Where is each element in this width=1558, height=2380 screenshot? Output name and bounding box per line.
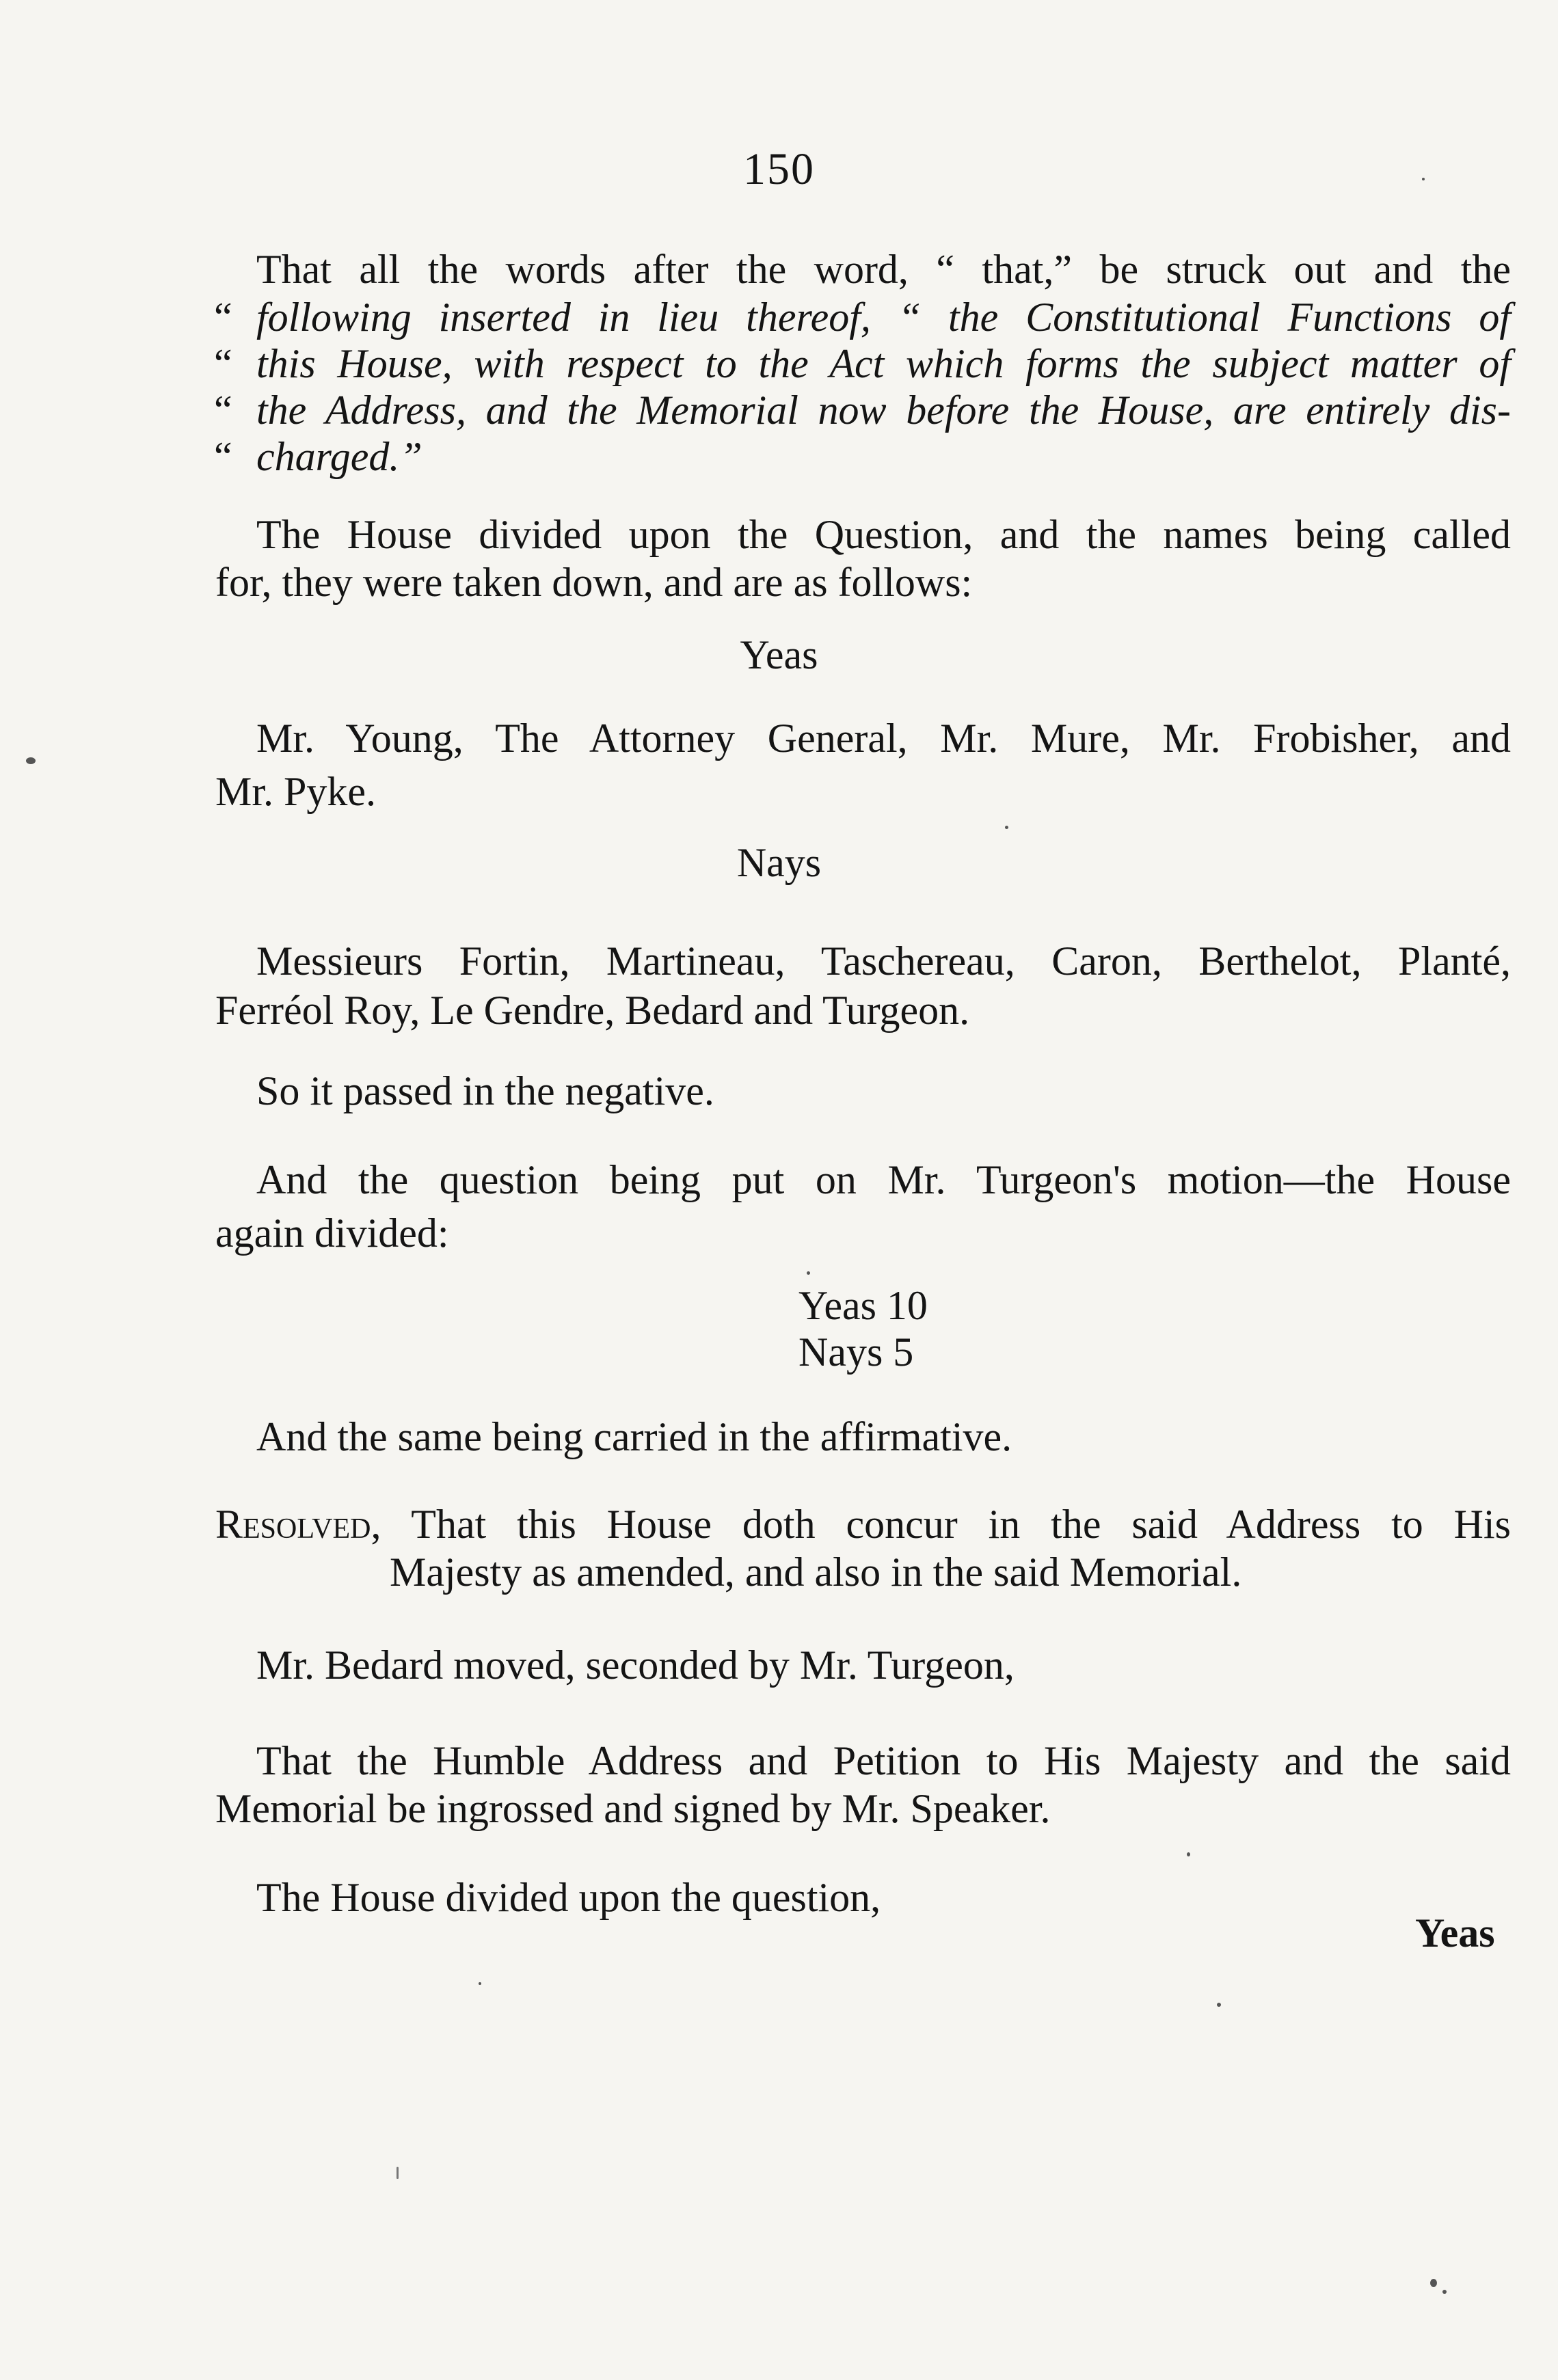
quote-mark: “: [214, 434, 232, 479]
nays-names-line-1: Messieurs Fortin, Martineau, Taschereau, Caron, Berthelot, Planté,: [256, 938, 1511, 984]
scan-speck: [1430, 2279, 1437, 2287]
tally-nays: Nays 5: [798, 1329, 914, 1375]
quote-mark: “: [214, 388, 232, 433]
scan-speck: [1005, 826, 1008, 829]
resolved-label: Resolved,: [215, 1502, 381, 1547]
amendment-line-4: “ the Address, and the Memorial now before the House, are entirely dis-: [256, 386, 1511, 435]
amendment-line-5: “ charged.”: [256, 432, 422, 481]
quote-mark: “: [214, 295, 232, 340]
scan-speck: [1187, 1852, 1190, 1856]
affirmative-result: And the same being carried in the affirmative.: [256, 1414, 1012, 1459]
scan-speck: [807, 1271, 810, 1275]
nays-names-line-2: Ferréol Roy, Le Gendre, Bedard and Turgeon.: [215, 988, 970, 1033]
division-intro-line-1: The House divided upon the Question, and the names being called: [256, 512, 1511, 557]
scan-speck: [1442, 2290, 1447, 2294]
scan-speck: [1217, 2003, 1221, 2007]
page-number: 150: [743, 144, 815, 194]
negative-result: So it passed in the negative.: [256, 1068, 714, 1113]
motion-line: Mr. Bedard moved, seconded by Mr. Turgeon,: [256, 1642, 1015, 1688]
scan-speck: [479, 1982, 481, 1985]
amendment-line-2: “ following inserted in lieu thereof, “ the Constitutional Functions of: [256, 293, 1511, 342]
amendment-line-3: “ this House, with respect to the Act which forms the subject matter of: [256, 339, 1511, 388]
resolved-line-1: Resolved, That this House doth concur in the said Address to His: [215, 1502, 1511, 1547]
division-again-line: The House divided upon the question,: [256, 1875, 881, 1920]
petition-line-1: That the Humble Address and Petition to His Majesty and the said: [256, 1738, 1511, 1783]
catchword: Yeas: [1415, 1910, 1495, 1956]
scan-speck: [1422, 178, 1425, 180]
nays-heading: Nays: [736, 840, 822, 885]
yeas-heading: Yeas: [740, 632, 818, 677]
yeas-names-line-1: Mr. Young, The Attorney General, Mr. Mure, Mr. Frobisher, and: [256, 716, 1511, 761]
scan-speck: [397, 2167, 399, 2179]
scan-speck: [26, 757, 36, 764]
petition-line-2: Memorial be ingrossed and signed by Mr. Speaker.: [215, 1786, 1051, 1831]
second-question-line-2: again divided:: [215, 1211, 449, 1256]
resolved-line-2: Majesty as amended, and also in the said Memorial.: [390, 1550, 1242, 1595]
second-question-line-1: And the question being put on Mr. Turgeon's motion—the House: [256, 1157, 1511, 1202]
tally-yeas: Yeas 10: [798, 1283, 928, 1328]
quote-mark: “: [214, 341, 232, 386]
yeas-names-line-2: Mr. Pyke.: [215, 769, 377, 814]
amendment-line-1: That all the words after the word, “ that,” be struck out and the: [256, 247, 1511, 292]
division-intro-line-2: for, they were taken down, and are as follows:: [215, 560, 973, 605]
